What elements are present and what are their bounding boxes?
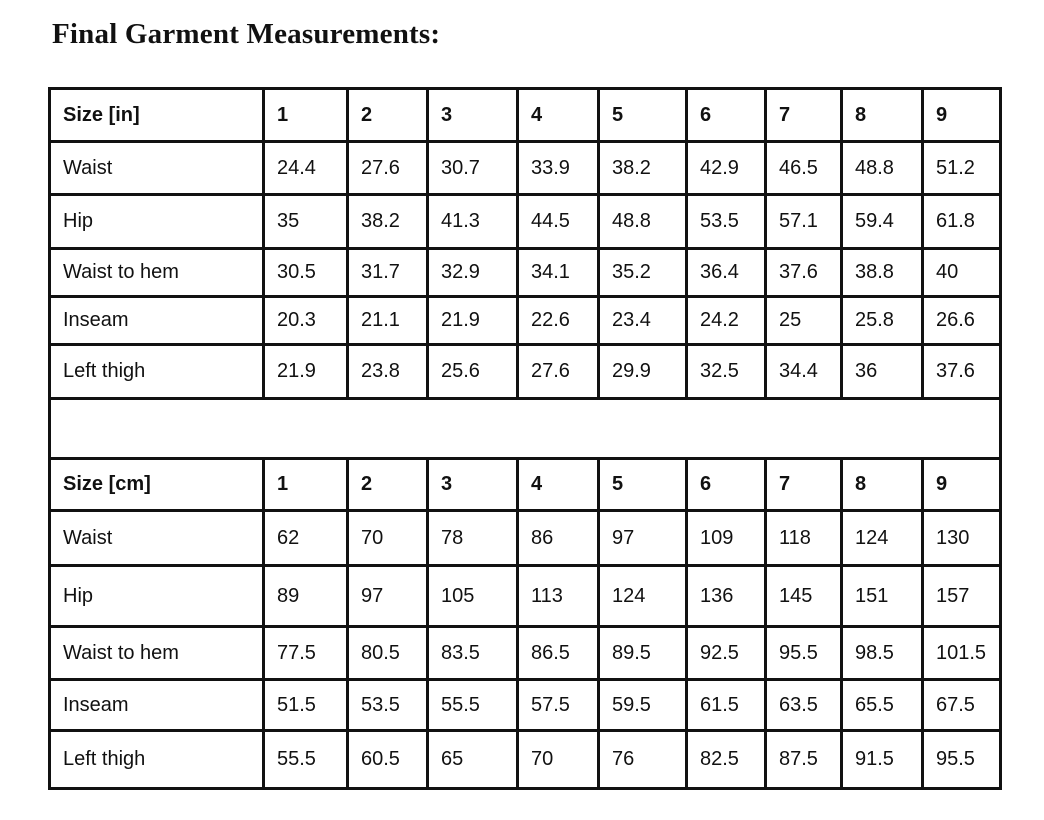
value-cell: 51.5	[264, 680, 348, 731]
value-cell: 38.2	[599, 142, 687, 195]
value-cell: 86	[518, 511, 599, 566]
value-cell: 113	[518, 566, 599, 627]
size-header-cell: 3	[428, 459, 518, 511]
value-cell: 24.2	[687, 297, 766, 345]
row-label-cell: Inseam	[50, 680, 264, 731]
value-cell: 29.9	[599, 345, 687, 399]
value-cell: 59.4	[842, 195, 923, 249]
size-header-cell: 5	[599, 89, 687, 142]
value-cell: 34.1	[518, 249, 599, 297]
value-cell: 35	[264, 195, 348, 249]
value-cell: 91.5	[842, 731, 923, 789]
value-cell: 55.5	[264, 731, 348, 789]
size-header-cell: 7	[766, 459, 842, 511]
value-cell: 80.5	[348, 627, 428, 680]
size-header-cell: 7	[766, 89, 842, 142]
row-label-cell: Left thigh	[50, 731, 264, 789]
value-cell: 33.9	[518, 142, 599, 195]
row-label-cell: Waist to hem	[50, 249, 264, 297]
header-label-cell: Size [in]	[50, 89, 264, 142]
value-cell: 157	[923, 566, 1001, 627]
table-row	[50, 731, 1001, 789]
value-cell: 21.1	[348, 297, 428, 345]
value-cell: 25.8	[842, 297, 923, 345]
value-cell: 30.7	[428, 142, 518, 195]
value-cell: 83.5	[428, 627, 518, 680]
row-label-cell: Inseam	[50, 297, 264, 345]
value-cell: 36.4	[687, 249, 766, 297]
value-cell: 65.5	[842, 680, 923, 731]
size-header-cell: 4	[518, 459, 599, 511]
value-cell: 27.6	[518, 345, 599, 399]
size-header-cell: 1	[264, 89, 348, 142]
value-cell: 42.9	[687, 142, 766, 195]
value-cell: 77.5	[264, 627, 348, 680]
value-cell: 136	[687, 566, 766, 627]
value-cell: 37.6	[766, 249, 842, 297]
value-cell: 57.1	[766, 195, 842, 249]
value-cell: 76	[599, 731, 687, 789]
table-row	[50, 680, 1001, 731]
value-cell: 57.5	[518, 680, 599, 731]
value-cell: 61.8	[923, 195, 1001, 249]
value-cell: 22.6	[518, 297, 599, 345]
value-cell: 48.8	[842, 142, 923, 195]
value-cell: 70	[348, 511, 428, 566]
table-spacer	[50, 399, 1001, 459]
value-cell: 53.5	[687, 195, 766, 249]
table-header-row	[50, 89, 1001, 142]
value-cell: 63.5	[766, 680, 842, 731]
header-label-cell: Size [cm]	[50, 459, 264, 511]
value-cell: 37.6	[923, 345, 1001, 399]
value-cell: 87.5	[766, 731, 842, 789]
value-cell: 101.5	[923, 627, 1001, 680]
value-cell: 89.5	[599, 627, 687, 680]
size-header-cell: 2	[348, 89, 428, 142]
page-title: Final Garment Measurements:	[52, 18, 441, 50]
value-cell: 32.5	[687, 345, 766, 399]
value-cell: 21.9	[264, 345, 348, 399]
table-row	[50, 297, 1001, 345]
spacer-cell	[50, 399, 1001, 459]
size-header-cell: 6	[687, 459, 766, 511]
size-header-cell: 8	[842, 459, 923, 511]
value-cell: 89	[264, 566, 348, 627]
value-cell: 34.4	[766, 345, 842, 399]
value-cell: 40	[923, 249, 1001, 297]
value-cell: 145	[766, 566, 842, 627]
value-cell: 36	[842, 345, 923, 399]
row-label-cell: Hip	[50, 566, 264, 627]
measurements-table	[48, 87, 1002, 790]
table-header-row	[50, 459, 1001, 511]
value-cell: 109	[687, 511, 766, 566]
value-cell: 30.5	[264, 249, 348, 297]
value-cell: 23.8	[348, 345, 428, 399]
size-header-cell: 1	[264, 459, 348, 511]
value-cell: 62	[264, 511, 348, 566]
value-cell: 95.5	[766, 627, 842, 680]
value-cell: 65	[428, 731, 518, 789]
value-cell: 124	[842, 511, 923, 566]
value-cell: 38.2	[348, 195, 428, 249]
row-label-cell: Waist	[50, 511, 264, 566]
value-cell: 59.5	[599, 680, 687, 731]
value-cell: 21.9	[428, 297, 518, 345]
value-cell: 44.5	[518, 195, 599, 249]
size-header-cell: 5	[599, 459, 687, 511]
size-header-cell: 3	[428, 89, 518, 142]
value-cell: 118	[766, 511, 842, 566]
table-row	[50, 627, 1001, 680]
size-header-cell: 6	[687, 89, 766, 142]
size-header-cell: 8	[842, 89, 923, 142]
table-row	[50, 249, 1001, 297]
value-cell: 130	[923, 511, 1001, 566]
value-cell: 51.2	[923, 142, 1001, 195]
row-label-cell: Waist	[50, 142, 264, 195]
table-row	[50, 566, 1001, 627]
value-cell: 98.5	[842, 627, 923, 680]
value-cell: 38.8	[842, 249, 923, 297]
value-cell: 25.6	[428, 345, 518, 399]
value-cell: 86.5	[518, 627, 599, 680]
value-cell: 97	[348, 566, 428, 627]
row-label-cell: Waist to hem	[50, 627, 264, 680]
value-cell: 26.6	[923, 297, 1001, 345]
value-cell: 46.5	[766, 142, 842, 195]
size-header-cell: 9	[923, 89, 1001, 142]
value-cell: 70	[518, 731, 599, 789]
table-row	[50, 142, 1001, 195]
value-cell: 41.3	[428, 195, 518, 249]
spacer-row	[50, 399, 1001, 459]
value-cell: 61.5	[687, 680, 766, 731]
value-cell: 105	[428, 566, 518, 627]
table-row	[50, 511, 1001, 566]
size-header-cell: 9	[923, 459, 1001, 511]
value-cell: 92.5	[687, 627, 766, 680]
value-cell: 24.4	[264, 142, 348, 195]
value-cell: 32.9	[428, 249, 518, 297]
value-cell: 20.3	[264, 297, 348, 345]
value-cell: 53.5	[348, 680, 428, 731]
value-cell: 151	[842, 566, 923, 627]
value-cell: 60.5	[348, 731, 428, 789]
value-cell: 23.4	[599, 297, 687, 345]
inches-section	[50, 89, 1001, 399]
row-label-cell: Hip	[50, 195, 264, 249]
value-cell: 27.6	[348, 142, 428, 195]
value-cell: 97	[599, 511, 687, 566]
size-header-cell: 2	[348, 459, 428, 511]
value-cell: 124	[599, 566, 687, 627]
value-cell: 48.8	[599, 195, 687, 249]
value-cell: 55.5	[428, 680, 518, 731]
value-cell: 95.5	[923, 731, 1001, 789]
table-row	[50, 195, 1001, 249]
row-label-cell: Left thigh	[50, 345, 264, 399]
value-cell: 67.5	[923, 680, 1001, 731]
value-cell: 31.7	[348, 249, 428, 297]
value-cell: 35.2	[599, 249, 687, 297]
value-cell: 82.5	[687, 731, 766, 789]
value-cell: 25	[766, 297, 842, 345]
value-cell: 78	[428, 511, 518, 566]
centimeters-section	[50, 459, 1001, 789]
size-header-cell: 4	[518, 89, 599, 142]
table-row	[50, 345, 1001, 399]
